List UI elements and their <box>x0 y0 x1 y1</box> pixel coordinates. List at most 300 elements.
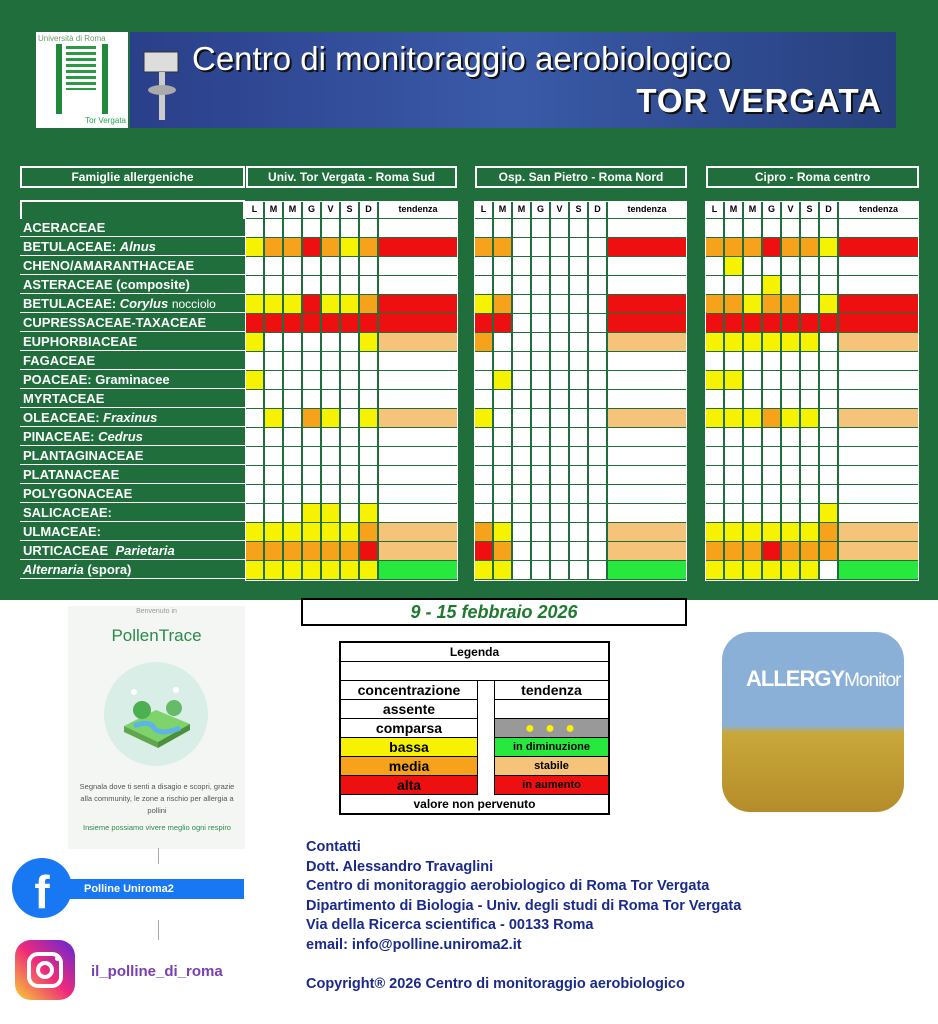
trend-cell <box>379 542 457 560</box>
concentration-cell <box>265 428 282 446</box>
concentration-cell <box>763 295 780 313</box>
trend-cell <box>608 428 686 446</box>
concentration-cell <box>303 314 320 332</box>
concentration-cell <box>782 371 799 389</box>
contacts-heading: Contatti <box>306 839 361 855</box>
concentration-cell <box>763 561 780 579</box>
copyright: Copyright® 2026 Centro di monitoraggio aerobiologico <box>306 975 685 992</box>
concentration-cell <box>513 314 530 332</box>
trend-cell <box>379 523 457 541</box>
concentration-cell <box>360 561 377 579</box>
day-header: M <box>265 201 282 218</box>
concentration-cell <box>801 466 818 484</box>
logo-bar-left <box>56 44 62 114</box>
concentration-cell <box>725 333 742 351</box>
concentration-cell <box>820 561 837 579</box>
concentration-cell <box>360 238 377 256</box>
concentration-cell <box>801 276 818 294</box>
concentration-cell <box>341 542 358 560</box>
concentration-cell <box>820 219 837 237</box>
legend-not-received-dots: ● ● ● <box>494 719 608 738</box>
concentration-cell <box>303 542 320 560</box>
concentration-cell <box>744 523 761 541</box>
concentration-cell <box>589 276 606 294</box>
trend-cell <box>379 390 457 408</box>
concentration-cell <box>284 276 301 294</box>
concentration-cell <box>303 428 320 446</box>
concentration-cell <box>725 409 742 427</box>
trend-cell <box>379 485 457 503</box>
concentration-cell <box>744 447 761 465</box>
concentration-cell <box>801 295 818 313</box>
concentration-cell <box>360 428 377 446</box>
concentration-cell <box>475 295 492 313</box>
concentration-cell <box>551 390 568 408</box>
concentration-cell <box>744 485 761 503</box>
pollentrace-name: PollenTrace <box>111 626 202 645</box>
concentration-cell <box>801 485 818 503</box>
day-header: G <box>763 201 780 218</box>
allergy-monitor-light: Monitor <box>844 670 901 691</box>
concentration-cell <box>706 238 723 256</box>
concentration-cell <box>551 523 568 541</box>
day-header: L <box>246 201 263 218</box>
weather-station-icon <box>140 46 184 120</box>
concentration-cell <box>360 352 377 370</box>
trend-cell <box>839 371 918 389</box>
concentration-cell <box>303 219 320 237</box>
concentration-cell <box>782 428 799 446</box>
allergy-monitor-app-icon[interactable] <box>722 632 904 812</box>
legend-empty <box>494 700 608 719</box>
concentration-cell <box>782 314 799 332</box>
concentration-cell <box>360 523 377 541</box>
concentration-cell <box>513 428 530 446</box>
concentration-cell <box>570 447 587 465</box>
legend-increasing: in aumento <box>494 776 608 795</box>
concentration-cell <box>265 466 282 484</box>
concentration-cell <box>532 428 549 446</box>
concentration-cell <box>513 219 530 237</box>
concentration-cell <box>551 352 568 370</box>
concentration-cell <box>782 409 799 427</box>
day-header: L <box>475 201 492 218</box>
pollentrace-description: Segnala dove ti senti a disagio e scopri, grazie alla community, le zone a rischio per allergia a pollini <box>79 782 235 815</box>
concentration-cell <box>246 504 263 522</box>
concentration-cell <box>475 371 492 389</box>
concentration-cell <box>744 542 761 560</box>
concentration-cell <box>820 504 837 522</box>
concentration-cell <box>725 390 742 408</box>
concentration-cell <box>706 523 723 541</box>
trend-cell <box>379 466 457 484</box>
concentration-cell <box>820 314 837 332</box>
concentration-cell <box>322 485 339 503</box>
concentration-cell <box>475 219 492 237</box>
concentration-cell <box>246 409 263 427</box>
day-header: S <box>341 201 358 218</box>
concentration-cell <box>341 466 358 484</box>
concentration-cell <box>570 314 587 332</box>
instagram-dot <box>55 956 60 961</box>
concentration-cell <box>820 352 837 370</box>
pollentrace-card[interactable] <box>68 606 245 849</box>
concentration-cell <box>570 504 587 522</box>
day-header: G <box>532 201 549 218</box>
concentration-cell <box>513 485 530 503</box>
concentration-cell <box>801 504 818 522</box>
trend-cell <box>608 257 686 275</box>
concentration-cell <box>494 352 511 370</box>
trend-cell <box>379 333 457 351</box>
concentration-cell <box>341 504 358 522</box>
concentration-cell <box>589 352 606 370</box>
concentration-cell <box>763 466 780 484</box>
concentration-cell <box>475 504 492 522</box>
concentration-cell <box>551 238 568 256</box>
concentration-cell <box>706 542 723 560</box>
concentration-cell <box>513 352 530 370</box>
concentration-cell <box>706 428 723 446</box>
concentration-cell <box>284 447 301 465</box>
day-header: S <box>570 201 587 218</box>
date-range: 9 - 15 febbraio 2026 <box>301 598 687 626</box>
trend-cell <box>379 409 457 427</box>
concentration-cell <box>570 542 587 560</box>
concentration-cell <box>763 485 780 503</box>
concentration-cell <box>532 371 549 389</box>
trend-cell <box>379 295 457 313</box>
concentration-cell <box>725 504 742 522</box>
facebook-icon[interactable]: f <box>12 858 72 918</box>
concentration-cell <box>322 352 339 370</box>
concentration-cell <box>513 371 530 389</box>
concentration-cell <box>360 314 377 332</box>
trend-cell <box>379 371 457 389</box>
trend-cell <box>608 295 686 313</box>
family-name: Alternaria (spora) <box>20 561 245 579</box>
trend-cell <box>608 219 686 237</box>
pollentrace-tagline: Insieme possiamo vivere meglio ogni respiro <box>83 823 231 832</box>
concentration-cell <box>265 485 282 503</box>
concentration-cell <box>246 447 263 465</box>
concentration-cell <box>570 371 587 389</box>
concentration-cell <box>475 542 492 560</box>
concentration-cell <box>532 238 549 256</box>
legend-gap <box>477 681 494 795</box>
concentration-cell <box>513 466 530 484</box>
trend-cell <box>608 542 686 560</box>
concentration-cell <box>570 276 587 294</box>
trend-cell <box>608 504 686 522</box>
concentration-cell <box>246 238 263 256</box>
concentration-cell <box>341 219 358 237</box>
concentration-cell <box>513 257 530 275</box>
concentration-cell <box>341 238 358 256</box>
contacts-center: Centro di monitoraggio aerobiologico di Roma Tor Vergata <box>306 878 710 895</box>
family-name: CHENO/AMARANTHACEAE <box>20 257 245 275</box>
family-name: POLYGONACEAE <box>20 485 245 503</box>
concentration-cell <box>744 276 761 294</box>
concentration-cell <box>782 352 799 370</box>
concentration-cell <box>551 485 568 503</box>
concentration-cell <box>532 257 549 275</box>
family-name: ULMACEAE: <box>20 523 245 541</box>
concentration-cell <box>801 390 818 408</box>
concentration-cell <box>265 542 282 560</box>
concentration-cell <box>246 523 263 541</box>
concentration-cell <box>341 371 358 389</box>
concentration-cell <box>284 523 301 541</box>
concentration-cell <box>782 523 799 541</box>
trend-cell <box>379 314 457 332</box>
concentration-cell <box>475 314 492 332</box>
concentration-cell <box>744 238 761 256</box>
day-header: M <box>744 201 761 218</box>
concentration-cell <box>801 314 818 332</box>
concentration-cell <box>532 295 549 313</box>
concentration-cell <box>532 561 549 579</box>
concentration-cell <box>570 485 587 503</box>
concentration-cell <box>801 219 818 237</box>
trend-cell <box>839 561 918 579</box>
concentration-cell <box>246 314 263 332</box>
concentration-cell <box>322 371 339 389</box>
trend-cell <box>608 333 686 351</box>
concentration-cell <box>763 428 780 446</box>
station-header: Cipro - Roma centro <box>706 166 919 188</box>
concentration-cell <box>801 257 818 275</box>
family-name: EUPHORBIACEAE <box>20 333 245 351</box>
day-header: M <box>494 201 511 218</box>
concentration-cell <box>284 257 301 275</box>
trend-cell <box>839 333 918 351</box>
concentration-cell <box>589 504 606 522</box>
family-name: BETULACEAE: Alnus <box>20 238 245 256</box>
concentration-cell <box>475 409 492 427</box>
concentration-cell <box>763 352 780 370</box>
concentration-cell <box>820 238 837 256</box>
concentration-cell <box>725 447 742 465</box>
concentration-cell <box>820 295 837 313</box>
concentration-cell <box>706 257 723 275</box>
family-name: PINACEAE: Cedrus <box>20 428 245 446</box>
concentration-cell <box>725 219 742 237</box>
concentration-cell <box>265 390 282 408</box>
concentration-cell <box>494 542 511 560</box>
concentration-cell <box>265 447 282 465</box>
trend-cell <box>608 466 686 484</box>
concentration-cell <box>763 257 780 275</box>
families-subheader <box>20 200 245 219</box>
station-header: Osp. San Pietro - Roma Nord <box>475 166 687 188</box>
trend-cell <box>839 314 918 332</box>
families-header: Famiglie allergeniche <box>20 166 245 188</box>
concentration-cell <box>532 542 549 560</box>
concentration-cell <box>763 523 780 541</box>
concentration-cell <box>801 523 818 541</box>
trend-cell <box>839 485 918 503</box>
concentration-cell <box>322 314 339 332</box>
concentration-cell <box>494 314 511 332</box>
concentration-cell <box>494 561 511 579</box>
concentration-cell <box>475 447 492 465</box>
concentration-cell <box>513 390 530 408</box>
day-header: V <box>782 201 799 218</box>
concentration-cell <box>532 466 549 484</box>
concentration-cell <box>706 371 723 389</box>
concentration-cell <box>494 523 511 541</box>
legend-stable: stabile <box>494 757 608 776</box>
day-header: V <box>551 201 568 218</box>
trend-cell <box>608 523 686 541</box>
trend-cell <box>608 314 686 332</box>
logo-bottom-text: Tor Vergata <box>85 116 126 125</box>
concentration-cell <box>303 276 320 294</box>
legend-not-received: valore non pervenuto <box>413 797 536 811</box>
concentration-cell <box>570 409 587 427</box>
concentration-cell <box>589 409 606 427</box>
legend-absent: assente <box>341 700 477 719</box>
family-name: BETULACEAE: Corylus nocciolo <box>20 295 245 313</box>
contacts-email[interactable]: email: info@polline.uniroma2.it <box>306 936 522 953</box>
concentration-cell <box>782 466 799 484</box>
trend-cell <box>608 561 686 579</box>
concentration-cell <box>475 276 492 294</box>
instagram-icon[interactable] <box>15 940 75 1000</box>
concentration-cell <box>494 466 511 484</box>
concentration-cell <box>744 428 761 446</box>
trend-cell <box>839 409 918 427</box>
concentration-cell <box>801 333 818 351</box>
concentration-cell <box>246 390 263 408</box>
concentration-cell <box>360 447 377 465</box>
concentration-cell <box>820 447 837 465</box>
concentration-cell <box>532 276 549 294</box>
concentration-cell <box>763 314 780 332</box>
concentration-cell <box>763 447 780 465</box>
concentration-cell <box>360 371 377 389</box>
concentration-cell <box>360 504 377 522</box>
concentration-cell <box>513 561 530 579</box>
concentration-cell <box>820 390 837 408</box>
concentration-cell <box>494 447 511 465</box>
concentration-cell <box>532 485 549 503</box>
instagram-lens <box>36 961 54 979</box>
concentration-cell <box>744 295 761 313</box>
concentration-cell <box>513 409 530 427</box>
concentration-cell <box>801 447 818 465</box>
concentration-cell <box>532 447 549 465</box>
trend-header: tendenza <box>608 201 686 218</box>
instagram-link[interactable]: il_polline_di_roma <box>91 963 223 980</box>
concentration-cell <box>265 561 282 579</box>
concentration-cell <box>303 257 320 275</box>
concentration-cell <box>763 409 780 427</box>
concentration-cell <box>725 276 742 294</box>
concentration-cell <box>744 352 761 370</box>
concentration-cell <box>782 238 799 256</box>
concentration-cell <box>589 561 606 579</box>
day-header: D <box>589 201 606 218</box>
contacts-address: Via della Ricerca scientifica - 00133 Roma <box>306 917 594 934</box>
concentration-cell <box>341 561 358 579</box>
concentration-cell <box>246 333 263 351</box>
legend-high: alta <box>341 776 477 795</box>
concentration-cell <box>725 295 742 313</box>
concentration-cell <box>265 504 282 522</box>
concentration-cell <box>820 523 837 541</box>
title-banner <box>130 32 896 128</box>
concentration-cell <box>551 314 568 332</box>
concentration-cell <box>782 219 799 237</box>
concentration-cell <box>551 219 568 237</box>
concentration-cell <box>284 485 301 503</box>
family-name: URTICACEAE Parietaria <box>20 542 245 560</box>
trend-cell <box>379 276 457 294</box>
concentration-cell <box>532 333 549 351</box>
concentration-cell <box>475 333 492 351</box>
trend-cell <box>839 276 918 294</box>
concentration-cell <box>265 333 282 351</box>
concentration-cell <box>706 352 723 370</box>
concentration-cell <box>475 257 492 275</box>
concentration-cell <box>246 542 263 560</box>
trend-cell <box>608 276 686 294</box>
trend-cell <box>379 447 457 465</box>
allergy-monitor-title <box>746 666 900 692</box>
trend-cell <box>379 428 457 446</box>
concentration-cell <box>246 295 263 313</box>
concentration-cell <box>303 371 320 389</box>
family-name: SALICACEAE: <box>20 504 245 522</box>
concentration-cell <box>820 485 837 503</box>
concentration-cell <box>551 295 568 313</box>
concentration-cell <box>341 428 358 446</box>
facebook-link[interactable]: Polline Uniroma2 <box>60 879 244 899</box>
trend-cell <box>379 238 457 256</box>
concentration-cell <box>265 352 282 370</box>
concentration-cell <box>801 352 818 370</box>
concentration-cell <box>246 485 263 503</box>
concentration-cell <box>513 523 530 541</box>
concentration-cell <box>303 390 320 408</box>
landscape-illustration <box>104 662 208 766</box>
concentration-cell <box>322 504 339 522</box>
trend-header: tendenza <box>379 201 457 218</box>
family-name: CUPRESSACEAE-TAXACEAE <box>20 314 245 332</box>
concentration-cell <box>246 219 263 237</box>
trend-cell <box>608 447 686 465</box>
concentration-cell <box>725 523 742 541</box>
concentration-cell <box>322 542 339 560</box>
concentration-cell <box>284 561 301 579</box>
concentration-cell <box>284 333 301 351</box>
concentration-cell <box>494 238 511 256</box>
trend-cell <box>839 238 918 256</box>
concentration-cell <box>706 485 723 503</box>
concentration-cell <box>570 428 587 446</box>
concentration-cell <box>513 238 530 256</box>
trend-cell <box>839 428 918 446</box>
concentration-cell <box>744 314 761 332</box>
title-line-2: TOR VERGATA <box>636 82 882 119</box>
day-header: M <box>725 201 742 218</box>
concentration-cell <box>303 485 320 503</box>
concentration-cell <box>820 466 837 484</box>
family-name: PLATANACEAE <box>20 466 245 484</box>
concentration-cell <box>706 390 723 408</box>
